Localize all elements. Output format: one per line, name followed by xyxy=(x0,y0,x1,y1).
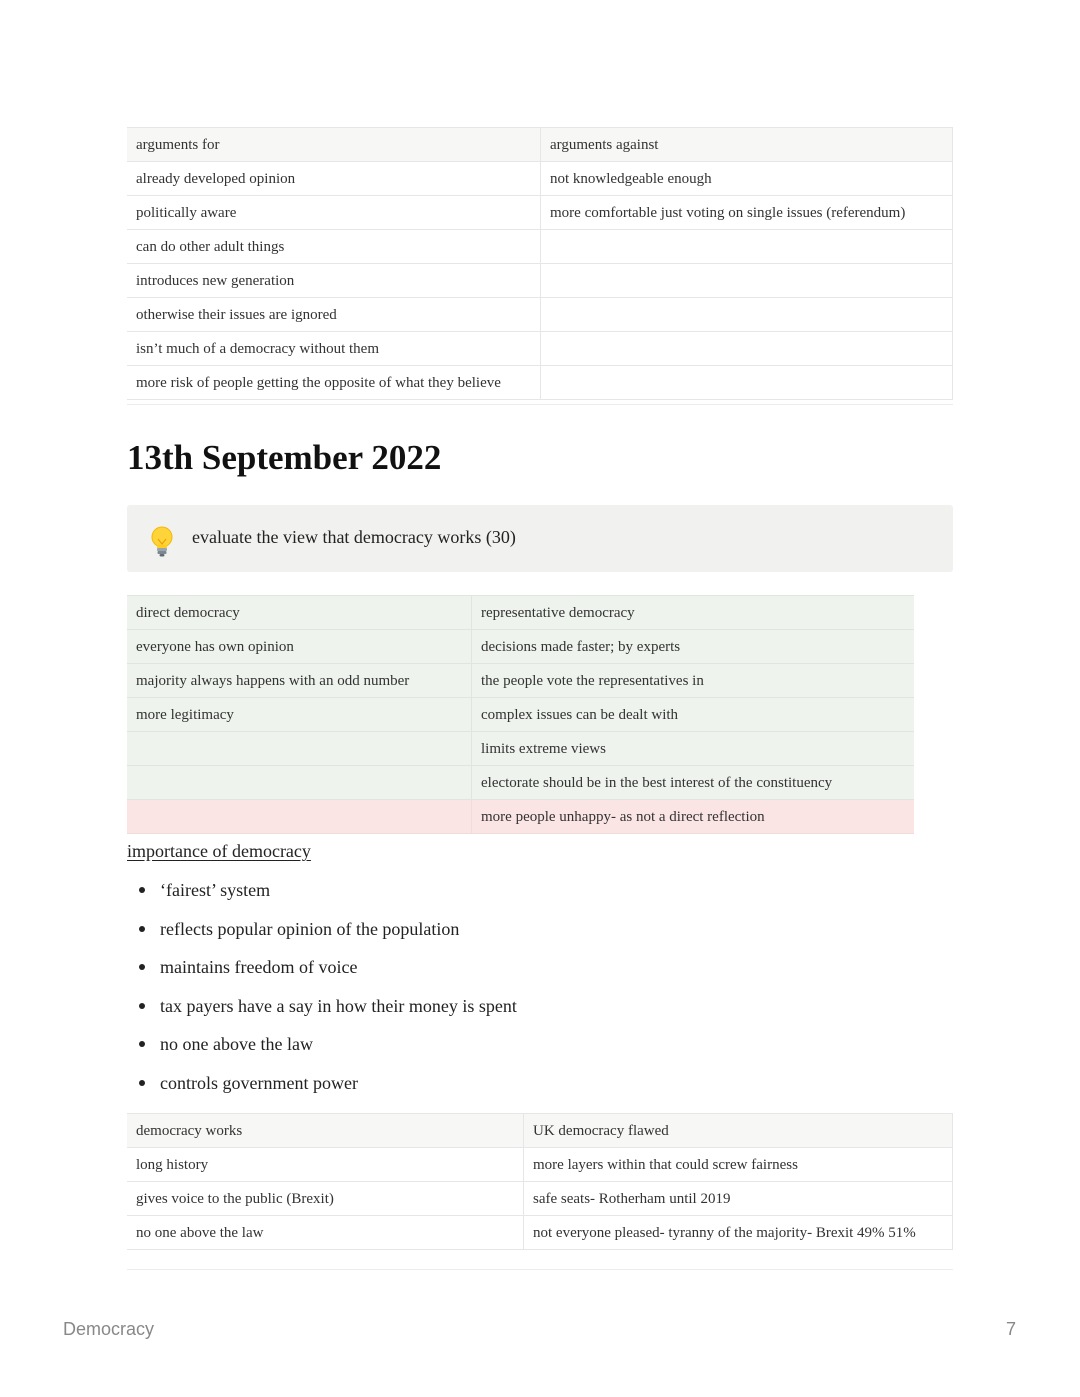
header-arguments-for: arguments for xyxy=(127,128,541,162)
table-cell: introduces new generation xyxy=(127,264,541,298)
table-cell xyxy=(541,230,953,264)
list-item xyxy=(127,948,517,987)
bullet-icon xyxy=(139,964,145,970)
table-cell: more comfortable just voting on single issues (referendum) xyxy=(541,196,953,230)
table-cell: decisions made faster; by experts xyxy=(472,630,915,664)
table-row xyxy=(127,732,914,766)
table-cell: more people unhappy- as not a direct reflection xyxy=(472,800,915,834)
table-row xyxy=(127,264,953,298)
bullet-icon xyxy=(139,887,145,893)
header-uk-democracy-flawed: UK democracy flawed xyxy=(524,1114,953,1148)
table-cell: can do other adult things xyxy=(127,230,541,264)
table-row xyxy=(127,1148,953,1182)
table-cell: more layers within that could screw fairness xyxy=(524,1148,953,1182)
divider xyxy=(127,404,953,405)
list-item-text: maintains freedom of voice xyxy=(160,957,358,978)
footer-title: Democracy xyxy=(63,1319,155,1339)
table-row xyxy=(127,664,914,698)
list-item-text: ‘fairest’ system xyxy=(160,880,271,900)
page-number: 7 xyxy=(1005,1319,1016,1339)
table-cell xyxy=(127,732,472,766)
list-item xyxy=(127,987,517,1026)
date-heading: 13th September 2022 xyxy=(127,438,442,477)
list-item-text: tax payers have a say in how their money is spent xyxy=(160,995,517,1016)
table-cell: no one above the law xyxy=(127,1216,524,1250)
table-row xyxy=(127,332,953,366)
table-header-row xyxy=(127,1114,953,1148)
header-direct-democracy: direct democracy xyxy=(127,596,472,630)
callout-box xyxy=(127,505,953,572)
table-cell xyxy=(127,766,472,800)
table-cell: limits extreme views xyxy=(472,732,915,766)
table-row xyxy=(127,298,953,332)
table-row xyxy=(127,766,914,800)
importance-heading: importance of democracy xyxy=(127,841,311,861)
list-item xyxy=(127,1064,517,1103)
header-arguments-against: arguments against xyxy=(541,128,953,162)
table-cell: the people vote the representatives in xyxy=(472,664,915,698)
bullet-icon xyxy=(139,1080,145,1086)
table-cell xyxy=(541,332,953,366)
table-row xyxy=(127,1216,953,1250)
table-cell: not knowledgeable enough xyxy=(541,162,953,196)
table-cell xyxy=(541,264,953,298)
table-cell: more legitimacy xyxy=(127,698,472,732)
bullet-icon xyxy=(139,926,145,932)
bullet-icon xyxy=(139,1003,145,1009)
table-cell xyxy=(541,366,953,400)
table-row xyxy=(127,1182,953,1216)
table-cell: electorate should be in the best interest of the constituency xyxy=(472,766,915,800)
list-item-text: no one above the law xyxy=(160,1034,313,1055)
table-cell: more risk of people getting the opposite of what they believe xyxy=(127,366,541,400)
table-row xyxy=(127,196,953,230)
list-item xyxy=(127,1025,517,1064)
table-header-row xyxy=(127,128,953,162)
table-cell xyxy=(541,298,953,332)
importance-list xyxy=(127,871,517,1103)
table-cell: majority always happens with an odd number xyxy=(127,664,472,698)
list-item xyxy=(127,871,517,910)
bullet-icon xyxy=(139,1041,145,1047)
table-row xyxy=(127,630,914,664)
table-cell: already developed opinion xyxy=(127,162,541,196)
table-cell: otherwise their issues are ignored xyxy=(127,298,541,332)
democracy-works-flawed-table xyxy=(127,1113,953,1250)
table-row xyxy=(127,366,953,400)
table-row xyxy=(127,230,953,264)
table-cell: isn’t much of a democracy without them xyxy=(127,332,541,366)
header-representative-democracy: representative democracy xyxy=(472,596,915,630)
lightbulb-icon xyxy=(149,525,175,559)
table-cell: long history xyxy=(127,1148,524,1182)
divider xyxy=(127,1269,953,1270)
table-cell: everyone has own opinion xyxy=(127,630,472,664)
table-cell: gives voice to the public (Brexit) xyxy=(127,1182,524,1216)
democracy-types-table xyxy=(127,595,914,834)
header-democracy-works: democracy works xyxy=(127,1114,524,1148)
table-row xyxy=(127,162,953,196)
callout-text: evaluate the view that democracy works (30) xyxy=(192,527,516,547)
table-cell: politically aware xyxy=(127,196,541,230)
voting-age-arguments-table xyxy=(127,127,953,400)
table-row-highlighted xyxy=(127,800,914,834)
list-item xyxy=(127,910,517,949)
table-cell: complex issues can be dealt with xyxy=(472,698,915,732)
list-item-text: controls government power xyxy=(160,1072,358,1093)
table-row xyxy=(127,698,914,732)
table-cell: not everyone pleased- tyranny of the majority- Brexit 49% 51% xyxy=(524,1216,953,1250)
list-item-text: reflects popular opinion of the population xyxy=(160,918,460,939)
table-cell xyxy=(127,800,472,834)
table-cell: safe seats- Rotherham until 2019 xyxy=(524,1182,953,1216)
table-header-row xyxy=(127,596,914,630)
